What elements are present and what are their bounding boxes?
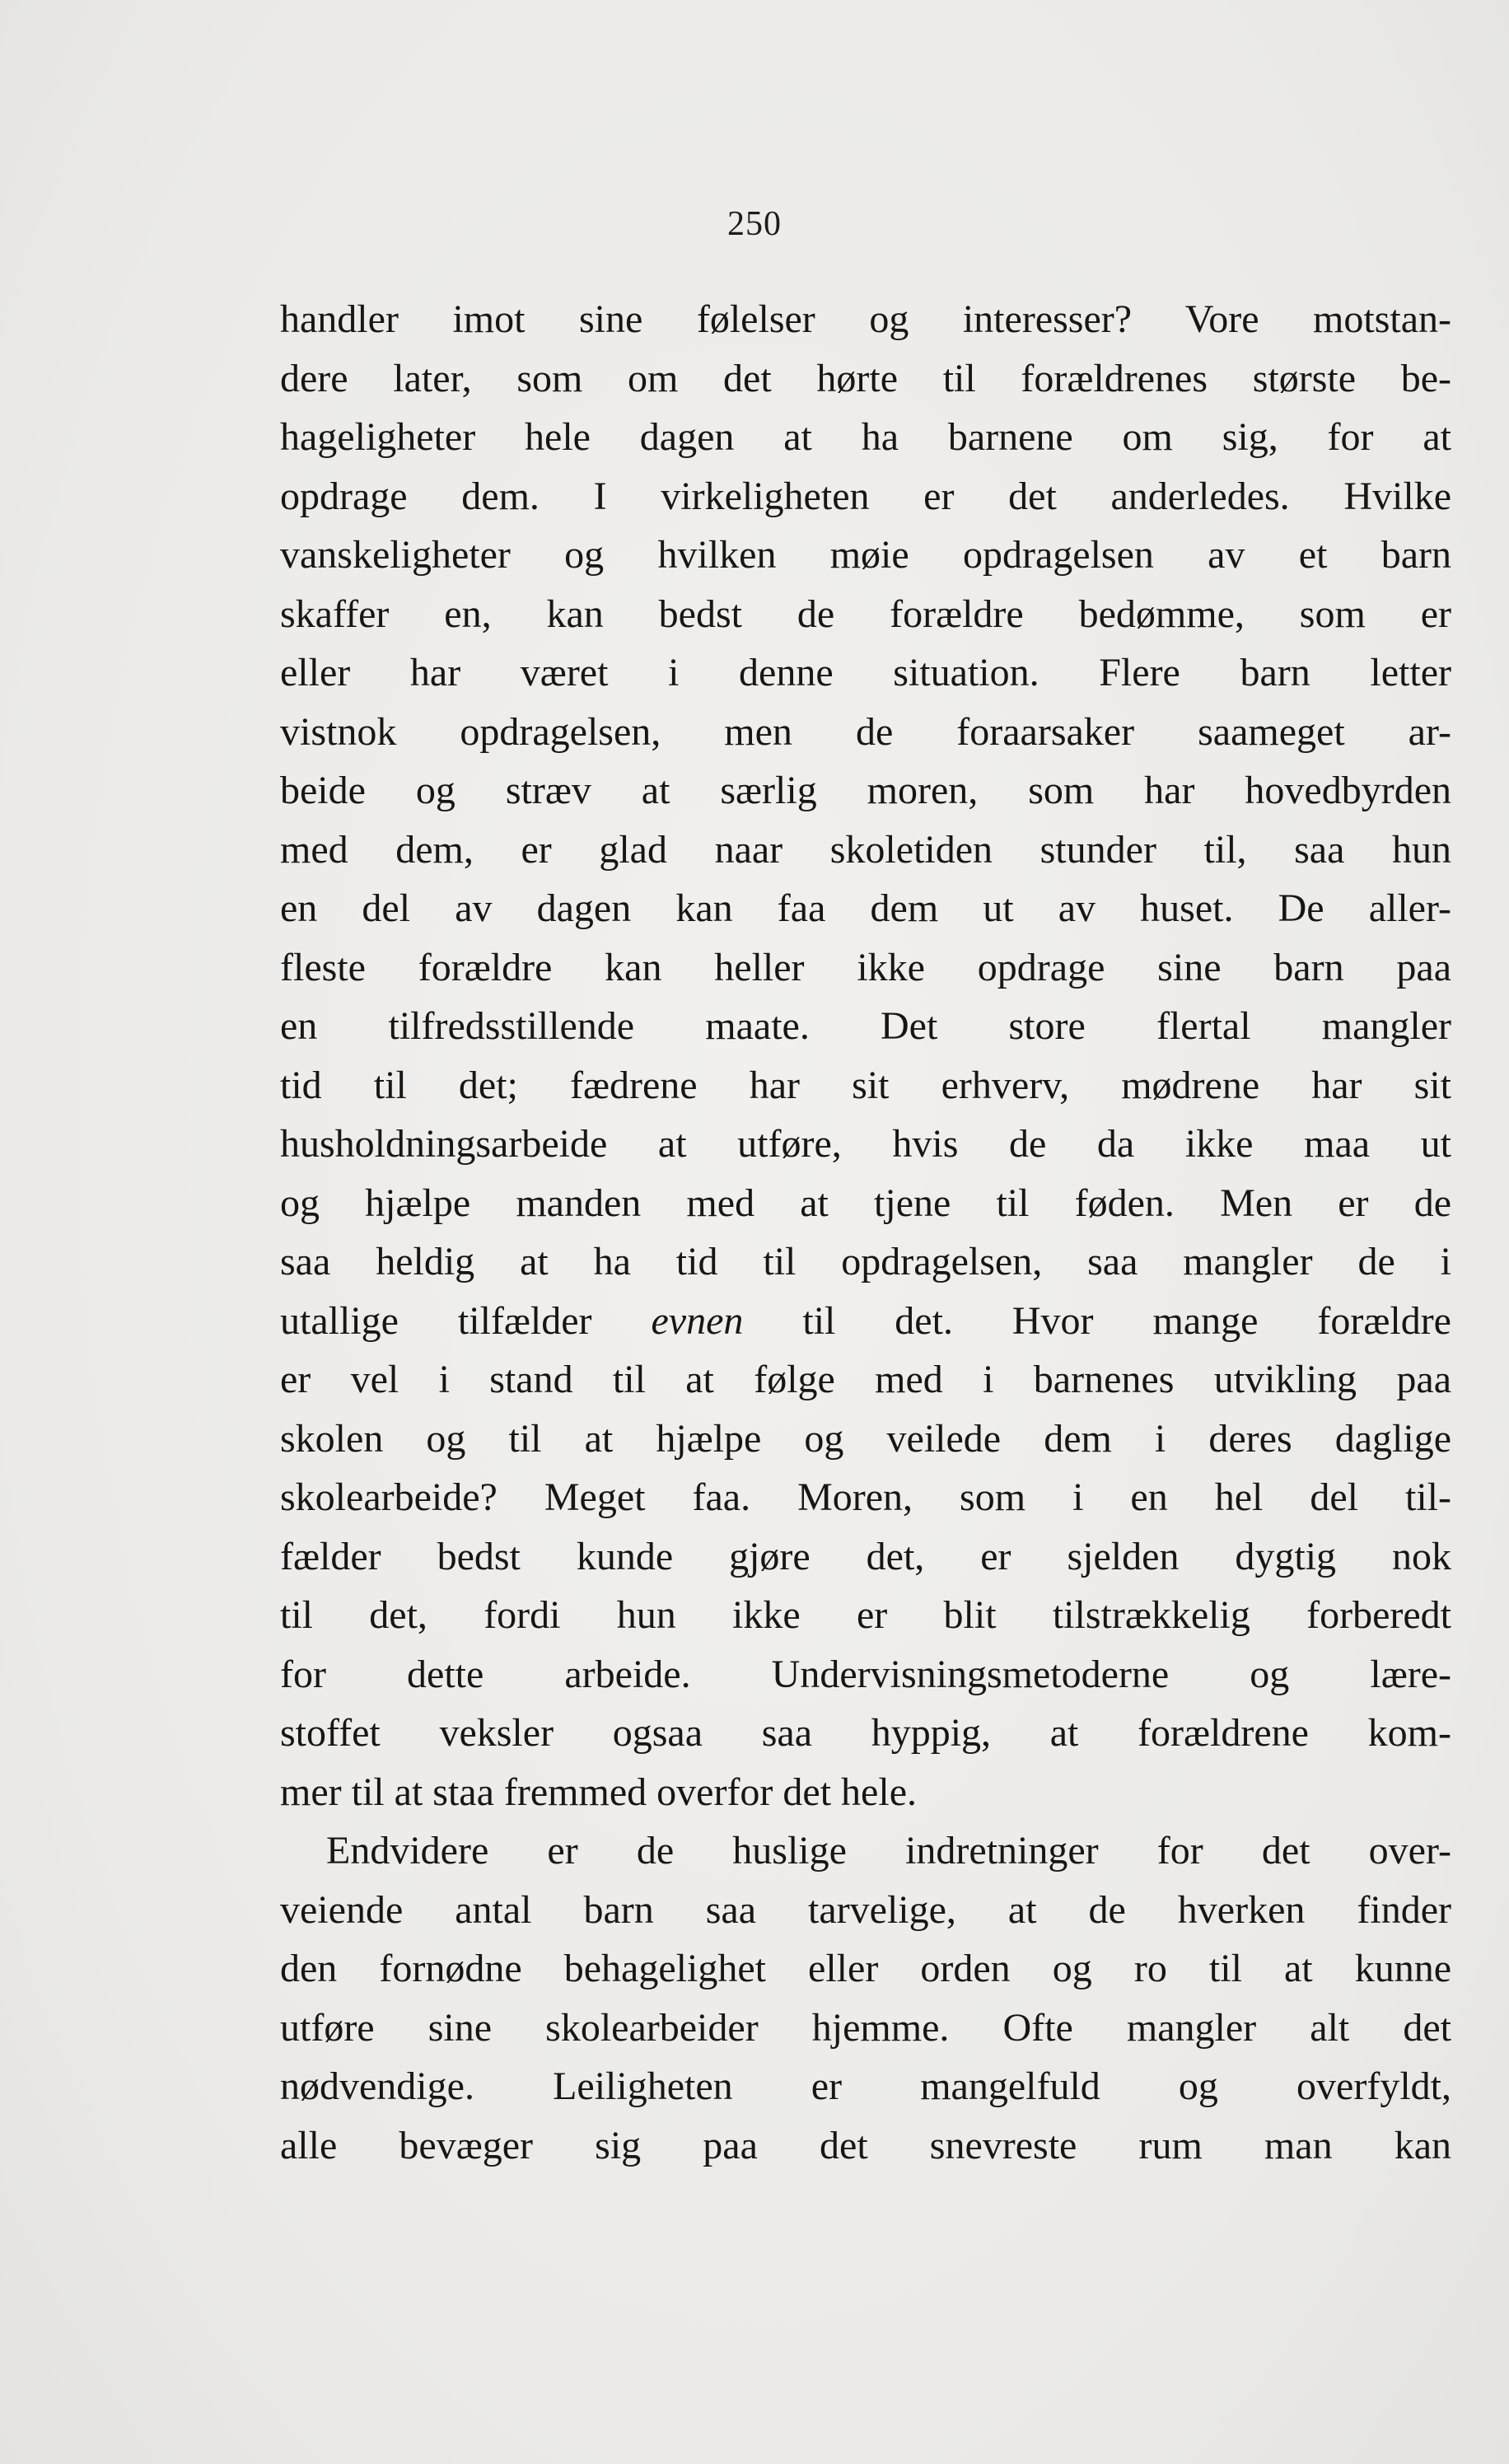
text-line: vistnok opdragelsen, men de foraarsaker saameget ar- [280,709,1451,754]
text-line: utføre sine skolearbeider hjemme. Ofte mangler alt det [280,2005,1451,2050]
text-line: eller har været i denne situation. Flere barn letter [280,651,1451,694]
text-line: veiende antal barn saa tarvelige, at de hverken finder [280,1887,1451,1932]
page-number: 250 [727,205,782,243]
text-line: opdrage dem. I virkeligheten er det anderledes. Hvilke [280,474,1451,518]
text-line: en tilfredsstillende maate. Det store flertal mangler [280,1004,1451,1048]
text-line: dere later, som om det hørte til forældrenes største be- [280,356,1451,400]
text-line: saa heldig at ha tid til opdragelsen, saa mangler de i [280,1240,1451,1283]
text-line: alle bevæger sig paa det snevreste rum man kan [280,2123,1451,2167]
text-line: den fornødne behagelighet eller orden og ro til at kunne [280,1947,1451,1990]
text-segment: til det. Hvor mange forældre [743,1298,1451,1343]
text-line: fælder bedst kunde gjøre det, er sjelden dygtig nok [280,1534,1451,1578]
text-line: hageligheter hele dagen at ha barnene om sig, for at [280,415,1451,459]
text-line: er vel i stand til at følge med i barnenes utvikling paa [280,1358,1451,1401]
text-line: husholdningsarbeide at utføre, hvis de da ikke maa ut [280,1122,1451,1166]
emphasized-word: evnen [651,1298,744,1343]
text-line: skaffer en, kan bedst de forældre bedømme, som er [280,591,1451,636]
text-line: til det, fordi hun ikke er blit tilstrækkelig forberedt [280,1593,1451,1637]
text-line: fleste forældre kan heller ikke opdrage sine barn paa [280,945,1451,989]
body-text [280,290,1451,2175]
paragraph-start-line: Endvidere er de huslige indretninger for det over- [326,1829,1451,1873]
text-line-with-emphasis [280,1292,1451,1351]
text-line: skolearbeide? Meget faa. Moren, som i en hel del til- [280,1475,1451,1519]
text-line: for dette arbeide. Undervisningsmetoderne og lære- [280,1652,1451,1696]
text-line: en del av dagen kan faa dem ut av huset. De aller- [280,886,1451,930]
text-line: med dem, er glad naar skoletiden stunder til, saa hun [280,827,1451,872]
text-line: beide og stræv at særlig moren, som har hovedbyrden [280,769,1451,812]
text-segment: utallige tilfælder [280,1298,652,1343]
text-line: handler imot sine følelser og interesser? Vore motstan- [280,297,1451,341]
text-line: og hjælpe manden med at tjene til føden. Men er de [280,1181,1451,1225]
text-line: tid til det; fædrene har sit erhverv, mødrene har sit [280,1063,1451,1107]
text-line: vanskeligheter og hvilken møie opdragelsen av et barn [280,533,1451,577]
text-line: nødvendige. Leiligheten er mangelfuld og overfyldt, [280,2064,1451,2108]
text-line: stoffet veksler ogsaa saa hyppig, at forældrene kom- [280,1711,1451,1755]
paragraph-end-line: mer til at staa fremmed overfor det hele. [280,1770,917,1814]
text-line: skolen og til at hjælpe og veilede dem i deres daglige [280,1416,1451,1461]
